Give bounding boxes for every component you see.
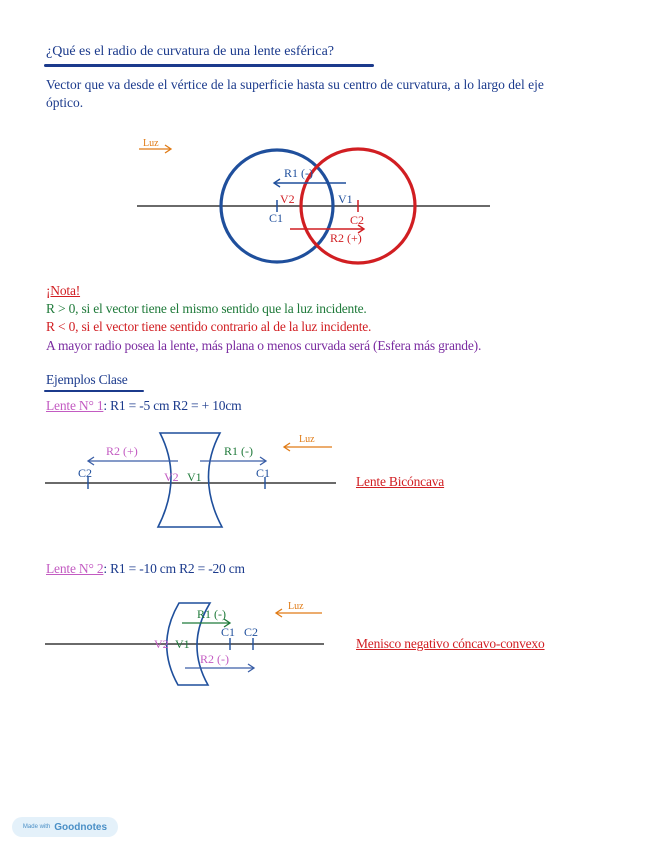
light-arrow-head-1 — [165, 145, 171, 153]
r2-label-3: R2 (-) — [200, 652, 229, 666]
r2-label-1: R2 (+) — [330, 231, 362, 245]
lens1-heading — [46, 398, 241, 414]
note-radius: A mayor radio posea la lente, más plana o menos curvada será (Esfera más grande). — [46, 338, 482, 353]
c2-label-2: C2 — [78, 466, 93, 480]
red-sphere — [301, 149, 415, 263]
title-underline — [44, 64, 374, 67]
light-label-3: Luz — [288, 601, 304, 612]
v2-label-1: V2 — [280, 192, 295, 206]
r2-arrow-head-1 — [358, 225, 364, 233]
c2-label-1: C2 — [350, 213, 365, 227]
v1-label-1: V1 — [338, 192, 353, 206]
r1-arrow-head-1 — [274, 179, 280, 187]
c1-label-3: C1 — [221, 625, 236, 639]
examples-underline — [44, 390, 144, 392]
lens2-heading — [46, 561, 245, 577]
blue-sphere — [221, 150, 333, 262]
light-arrow-head-3 — [276, 609, 282, 617]
v1-label-3: V1 — [175, 637, 190, 651]
r1-label-1: R1 (-) — [284, 166, 313, 180]
r2-arrow-head-2 — [88, 457, 94, 465]
v2-label-3: V2 — [154, 637, 169, 651]
note-negative: R < 0, si el vector tiene sentido contrario al de la luz incidente. — [46, 319, 372, 334]
r1-arrow-head-2 — [260, 457, 266, 465]
light-label-2: Luz — [299, 434, 315, 445]
note-title: ¡Nota! — [46, 283, 81, 298]
biconcave-lens — [158, 433, 222, 527]
lens1-values: : R1 = -5 cm R2 = + 10cm — [103, 398, 242, 413]
lens1-label: Lente N° 1 — [46, 398, 104, 413]
made-with-text: Made with — [22, 824, 51, 830]
light-label-1: Luz — [143, 138, 159, 149]
r1-arrow-head-3 — [224, 619, 230, 627]
lens2-label: Lente N° 2 — [46, 561, 104, 576]
note-positive: R > 0, si el vector tiene el mismo sentido que la luz incidente. — [46, 301, 367, 316]
r2-label-2: R2 (+) — [106, 444, 138, 458]
lens2-type: Menisco negativo cóncavo-convexo — [356, 636, 545, 651]
lens2-values: : R1 = -10 cm R2 = -20 cm — [103, 561, 245, 576]
c1-label-1: C1 — [269, 211, 284, 225]
c2-label-3: C2 — [244, 625, 259, 639]
r1-label-2: R1 (-) — [224, 444, 253, 458]
brand-text: Goodnotes — [54, 821, 108, 833]
meniscus-lens — [167, 603, 210, 685]
goodnotes-badge — [12, 817, 118, 837]
examples-title: Ejemplos Clase — [46, 372, 128, 387]
r2-arrow-head-3 — [248, 664, 254, 672]
v2-label-2: V2 — [164, 470, 179, 484]
light-arrow-head-2 — [284, 443, 290, 451]
lens1-type: Lente Bicóncava — [356, 474, 445, 489]
r1-label-3: R1 (-) — [197, 607, 226, 621]
v1-label-2: V1 — [187, 470, 202, 484]
definition-text: Vector que va desde el vértice de la superficie hasta su centro de curvatura, a lo largo del eje óptico. — [46, 77, 544, 110]
c1-label-2: C1 — [256, 466, 271, 480]
page-title: ¿Qué es el radio de curvatura de una lente esférica? — [46, 44, 335, 59]
